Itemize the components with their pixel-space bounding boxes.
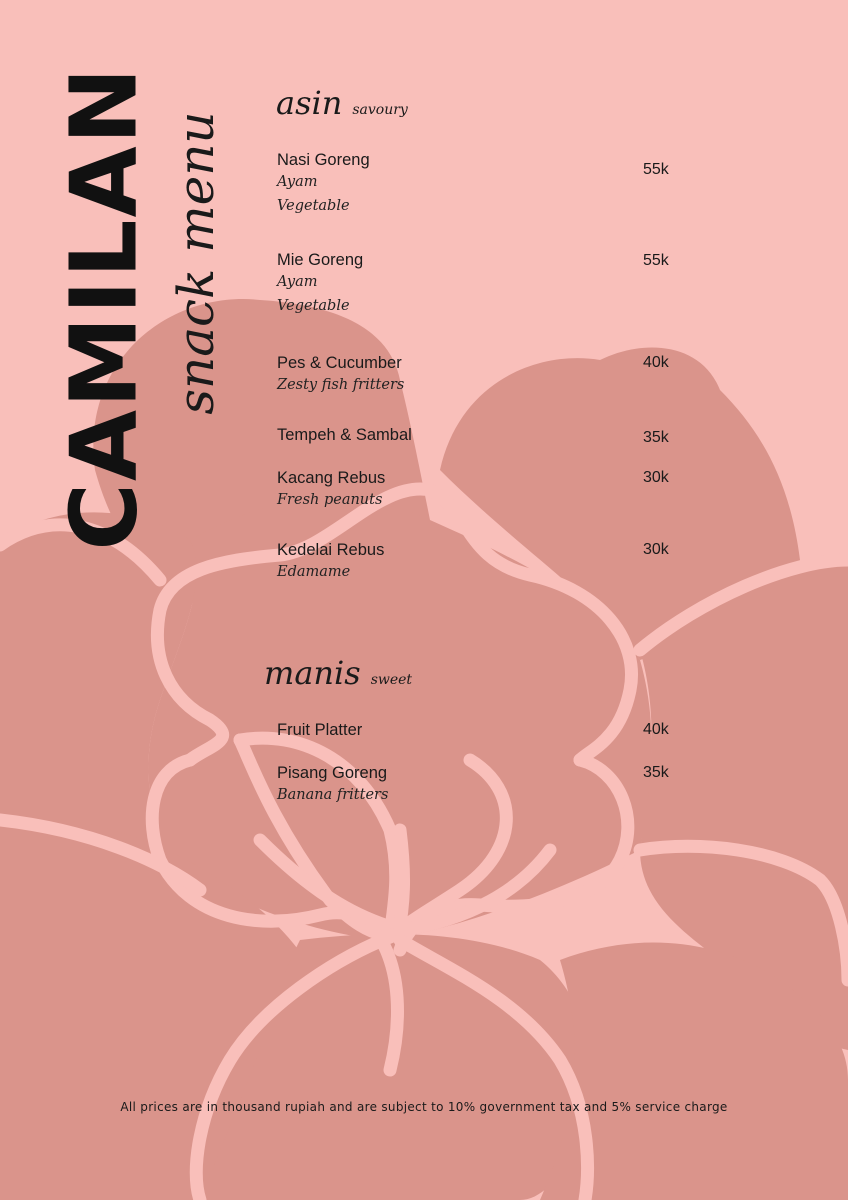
menu-item-tempeh-sambal xyxy=(277,425,697,445)
menu-item-fruit-platter xyxy=(277,720,697,740)
item-name: Fruit Platter xyxy=(277,721,363,739)
item-name: Nasi Goreng xyxy=(277,151,370,169)
savoury-section-heading xyxy=(276,84,408,122)
item-price: 40k xyxy=(643,721,669,738)
item-name: Mie Goreng xyxy=(277,251,364,269)
item-desc: Zesty fish fritters xyxy=(277,377,405,393)
menu-item-mie-goreng xyxy=(277,250,697,318)
item-desc: Vegetable xyxy=(277,198,350,214)
menu-item-kedelai-rebus xyxy=(277,540,697,584)
item-price: 55k xyxy=(643,252,669,269)
menu-title-text: CAMILAN xyxy=(50,65,158,551)
sweet-section-heading xyxy=(264,654,412,692)
item-name: Pisang Goreng xyxy=(277,764,388,782)
item-name: Kacang Rebus xyxy=(277,469,386,487)
item-price: 30k xyxy=(643,469,669,486)
item-desc: Banana fritters xyxy=(277,787,389,803)
sweet-subheading: sweet xyxy=(370,672,413,688)
menu-item-pisang-goreng xyxy=(277,763,697,807)
menu-item-nasi-goreng xyxy=(277,150,697,218)
item-desc: Ayam xyxy=(277,174,318,190)
item-desc: Ayam xyxy=(277,274,318,290)
menu-title xyxy=(50,65,158,551)
item-desc: Fresh peanuts xyxy=(277,492,383,508)
item-price: 55k xyxy=(643,161,669,178)
item-desc: Vegetable xyxy=(277,298,350,314)
item-name: Tempeh & Sambal xyxy=(277,426,412,444)
item-price: 35k xyxy=(643,429,669,446)
sweet-heading: manis xyxy=(264,654,361,692)
item-price: 30k xyxy=(643,541,669,558)
menu-item-pes-cucumber xyxy=(277,353,697,397)
item-price: 35k xyxy=(643,764,669,781)
savoury-subheading: savoury xyxy=(352,102,408,118)
item-price: 40k xyxy=(643,354,669,371)
menu-item-kacang-rebus xyxy=(277,468,697,512)
menu-subtitle-text: snack menu xyxy=(167,111,225,415)
menu-subtitle xyxy=(168,88,224,438)
savoury-heading: asin xyxy=(276,84,343,122)
item-name: Pes & Cucumber xyxy=(277,354,402,372)
item-name: Kedelai Rebus xyxy=(277,541,385,559)
price-footnote: All prices are in thousand rupiah and are subject to 10% government tax and 5% service charge xyxy=(120,1100,728,1114)
item-desc: Edamame xyxy=(277,564,351,580)
